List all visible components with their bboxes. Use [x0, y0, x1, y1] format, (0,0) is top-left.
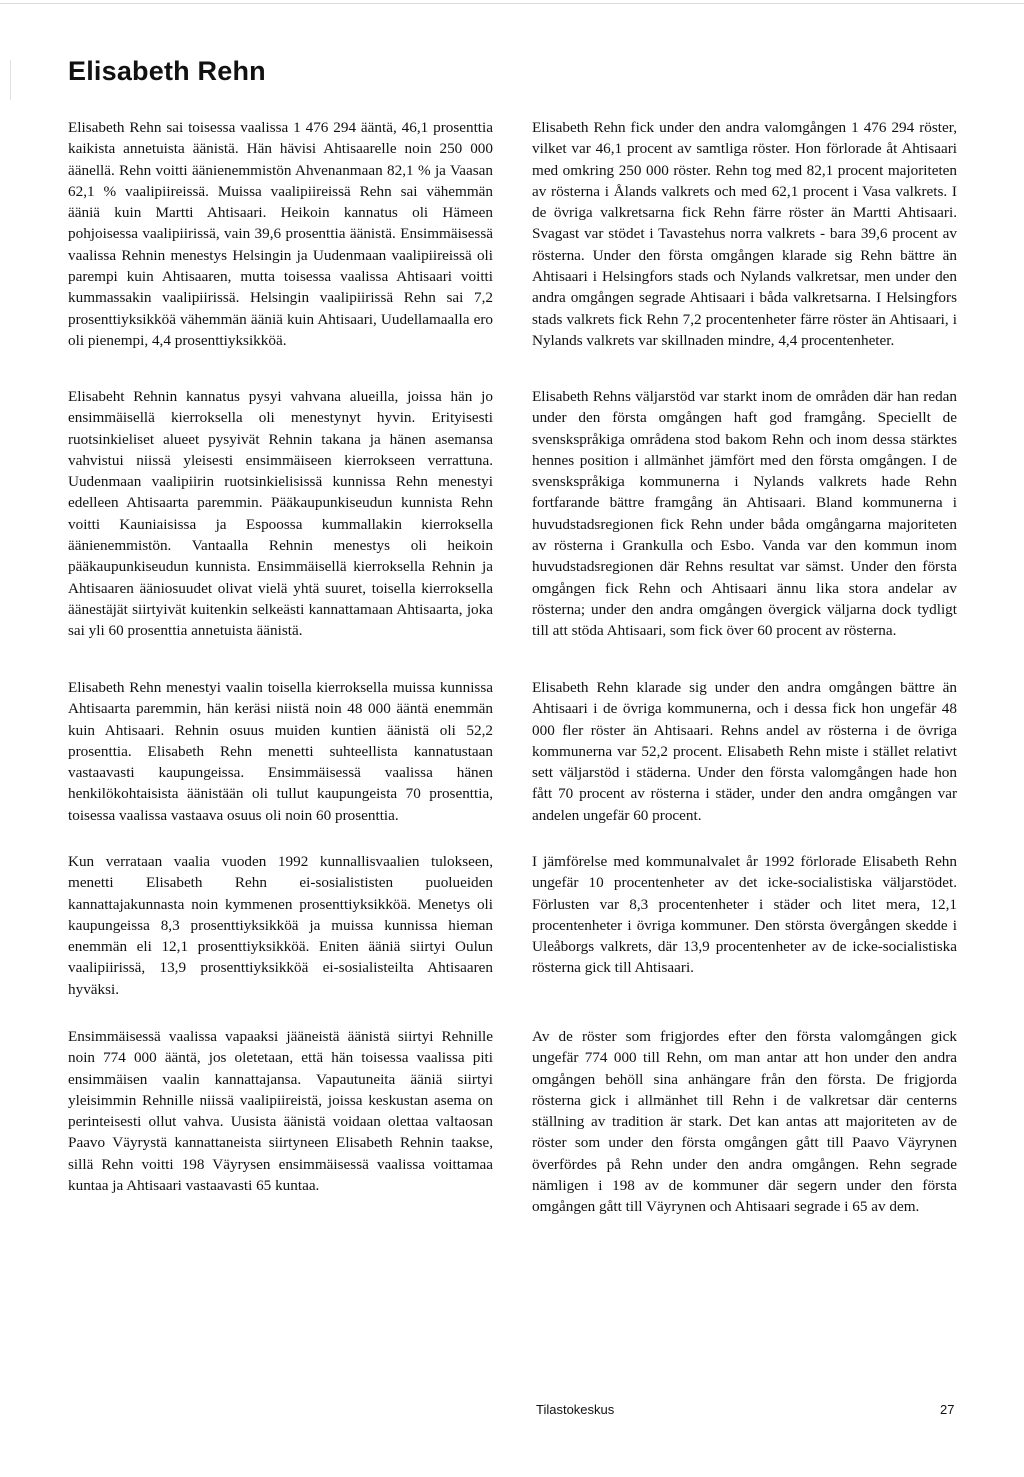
- scan-artifact-top: [0, 3, 1024, 4]
- page-title: Elisabeth Rehn: [68, 56, 266, 86]
- scan-artifact-left: [10, 60, 11, 100]
- sv-paragraph-1: Elisabeth Rehn fick under den andra valomgången 1 476 294 röster, vilket var 46,1 procent av samtliga röster. Hon förlorade åt Ahtisaari med omkring 250 000 röster. Rehn tog med 82,1 procent majoriteten av rösterna i Ålands valkrets och med 62,1 procent i Vasa valkrets. I de övriga valkretsarna fick Rehn färre röster än Martti Ahtisaari. Svagast var stödet i Tavastehus norra valkrets - bara 39,6 procent av rösterna. Under den första omgången klarade sig Rehn bättre än Ahtisaari i Helsingfors stads och Nylands valkretsar, men under den andra omgången segrade Ahtisaari i båda valkretsarna. I Helsingfors stads valkrets fick Rehn 7,2 procentenheter färre röster än Ahtisaari, i Nylands valkrets var skillnaden mindre, 4,4 procentenheter.: [532, 119, 957, 349]
- fi-paragraph-2: Elisabeht Rehnin kannatus pysyi vahvana alueilla, joissa hän jo ensimmäisellä kierroksella oli menestynyt hyvin. Erityisesti ruotsinkieliset alueet pysyivät Rehnin takana ja hänen asemansa vahvistui niissä yleisesti ensimmäiseen kierrokseen verrattuna. Uudenmaan vaalipiirin ruotsinkielisissä kunnissa Rehn menestyi edelleen Ahtisaarta paremmin. Pääkaupunkiseudun kunnista Rehn voitti Kauniaisissa ja Espoossa kummallakin kierroksella äänienemmistön. Vantaalla Rehnin menestys oli heikoin pääkaupunkiseudun kunnista. Ensimmäisellä kierroksella Rehnin ja Ahtisaaren ääniosuudet olivat vielä yhtä suuret, toisella kierroksella äänestäjät siirtyivät kuitenkin selkeästi kannattamaan Ahtisaarta, joka sai yli 60 prosenttia annetuista äänistä.: [68, 388, 493, 640]
- sv-paragraph-5: Av de röster som frigjordes efter den första valomgången gick ungefär 774 000 till Rehn, om man antar att hon under den andra omgången behöll sina anhängare från den första. De frigjorda rösterna gick i allmänhet till Rehn i de valkretsar där centerns ställning av tradition är stark. Det kan antas att majoriteten av de röster som under den första omgången gått till Paavo Väyrynen överfördes på Rehn under den andra omgången. Rehn segrade nämligen i 198 av de kommuner där segern under den första omgången gått till Väyrynen och Ahtisaari segrade i 65 av dem.: [532, 1028, 957, 1216]
- fi-paragraph-5: Ensimmäisessä vaalissa vapaaksi jääneistä äänistä siirtyi Rehnille noin 774 000 ääntä, jos oletetaan, että hän toisessa vaalissa piti ensimmäisen vaalin kannattajansa. Vapautuneita ääniä siirtyi yleisimmin Rehnille niissä vaalipiireistä, joissa keskustan asema on perinteisesti ollut vahva. Uusista äänistä voidaan olettaa valtaosan Paavo Väyrystä kannattaneista siirtyneen Elisabeth Rehnin taakse, sillä Rehn voitti 198 Väyrysen ensimmäisessä vaalissa voittamaa kuntaa ja Ahtisaari vastaavasti 65 kuntaa.: [68, 1028, 493, 1195]
- sv-paragraph-3: Elisabeth Rehn klarade sig under den andra omgången bättre än Ahtisaari i de övriga kommunerna, och i dessa fick hon ungefär 48 000 fler röster än Ahtisaari. Rehns andel av rösterna i de övriga kommunerna var 52,2 procent. Elisabeth Rehn miste i stället relativt sett väljarstöd i städerna. Under den första valomgången hade hon fått 70 procent av rösterna i städer, under den andra omgången var andelen ungefär 60 procent.: [532, 679, 957, 824]
- fi-paragraph-4: Kun verrataan vaalia vuoden 1992 kunnallisvaalien tulokseen, menetti Elisabeth Rehn ei-sosialististen puolueiden kannattajakunnasta noin kymmenen prosenttiyksikköä. Menetys oli kaupungeissa 8,3 prosenttiyksikköä ja muissa kunnissa hieman enemmän eli 12,1 prosenttiyksikköä. Eniten ääniä siirtyi Oulun vaalipiirissä, 13,9 prosenttiyksikköä ei-sosialisteilta Ahtisaaren hyväksi.: [68, 853, 493, 998]
- footer-page-number: 27: [940, 1402, 955, 1417]
- footer-publisher: Tilastokeskus: [536, 1402, 615, 1417]
- sv-paragraph-4: I jämförelse med kommunalvalet år 1992 förlorade Elisabeth Rehn ungefär 10 procentenheter av det icke-socialistiska väljarstödet. Förlusten var 8,3 procentenheter i städer och litet mera, 12,1 procentenheter i övriga kommuner. Den största övergången skedde i Uleåborgs valkrets, där 13,9 procentenheter av de icke-socialistiska rösterna gick till Ahtisaari.: [532, 853, 957, 977]
- fi-paragraph-1: Elisabeth Rehn sai toisessa vaalissa 1 476 294 ääntä, 46,1 prosenttia kaikista annetuista äänistä. Hän hävisi Ahtisaarelle noin 250 000 äänellä. Rehn voitti äänienemmistön Ahvenanmaan 82,1 % ja Vaasan 62,1 % vaalipiireissä. Muissa vaalipiireissä Rehn sai vähemmän ääniä kuin Martti Ahtisaari. Heikoin kannatus oli Hämeen pohjoisessa vaalipiirissä, vain 39,6 prosenttia äänistä. Ensimmäisessä vaalissa Rehnin menestys Helsingin ja Uudenmaan vaalipiireissä oli parempi kuin Ahtisaaren, mutta toisessa vaalissa Ahtisaari voitti kummassakin vaalipiirissä. Helsingin vaalipiirissä Rehn sai 7,2 prosenttiyksikköä vähemmän ääniä kuin Ahtisaari, Uudellamaalla ero oli pienempi, 4,4 prosenttiyksikköä.: [68, 119, 493, 349]
- sv-paragraph-2: Elisabeth Rehns väljarstöd var starkt inom de områden där han redan under den första omgången haft god framgång. Speciellt de svenskspråkiga områdena stod bakom Rehn och inom dessa stärktes hennes position i allmänhet jämfört med den första omgången. I de svenskspråkiga kommunerna i Nylands valkrets hade Rehn fortfarande bättre framgång än Ahtisaari. Bland kommunerna i huvudstadsregionen fick Rehn under båda omgångarna majoriteten av rösterna i Grankulla och Esbo. Vanda var den kommun inom huvudstadsregionen där Rehns resultat var sämst. Under den första omgången fick Rehn och Ahtisaari ännu lika stora andelar av rösterna; under den andra omgången övergick väljarna dock tydligt till att stöda Ahtisaari, som fick över 60 procent av rösterna.: [532, 388, 957, 640]
- fi-paragraph-3: Elisabeth Rehn menestyi vaalin toisella kierroksella muissa kunnissa Ahtisaarta paremmin, hän keräsi niistä noin 48 000 ääntä enemmän kuin Ahtisaari. Rehnin osuus muiden kuntien äänistä oli 52,2 prosenttia. Elisabeth Rehn menetti suhteellista kannatustaan vastaavasti kaupungeissa. Ensimmäisessä vaalissa hänen henkilökohtaisista äänistään oli tullut kaupungeista 70 prosenttia, toisessa vaalissa vastaava osuus oli noin 60 prosenttia.: [68, 679, 493, 824]
